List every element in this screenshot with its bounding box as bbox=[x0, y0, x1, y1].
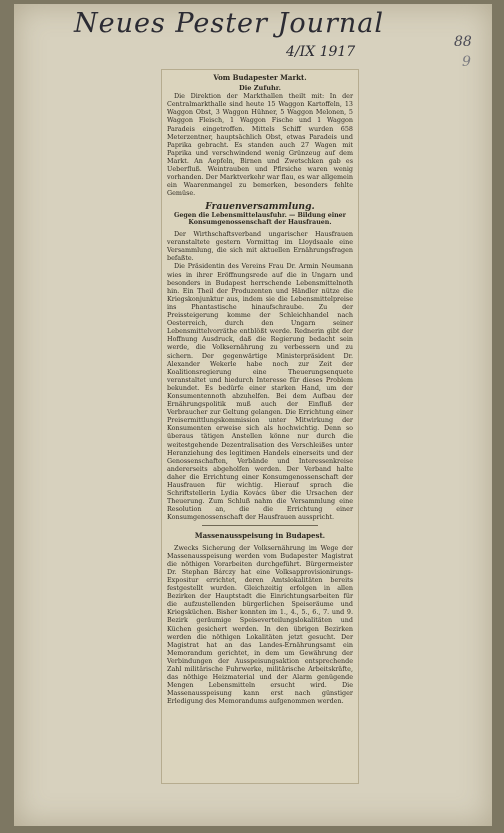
archive-number-1: 88 bbox=[454, 34, 472, 50]
article-subtitle-women: Gegen die Lebensmittelausfuhr. — Bildung einer Konsumgenossenschaft der Hausfrauen. bbox=[173, 211, 347, 227]
article-paragraph: Die Präsidentin des Vereins Frau Dr. Armin Neumann wies in ihrer Eröffnungsrede auf die in Ungarn und besonders in Budapest herrschende Lebensmittelnoth hin. Ein Theil der Produzenten und Händler nütze die Kriegskonjunktur aus, indem sie die Lebensmittelpreise ins Phantastische hinaufschraube. Zu der Preissteigerung komme der Schleichhandel nach Oesterreich, durch den Ungarn seiner Lebensmittelvorräthe entblößt werde. Rednerin gibt der Hoffnung Ausdruck, daß die Regierung bedacht sein werde, die Volksernährung zu verbessern und zu sichern. Der gegenwärtige Ministerpräsident Dr. Alexander Wekerle habe noch zur Zeit der Koalitionsregierung eine Theuerungsenquete veranstaltet und hiedurch Interesse für dieses Problem bekundet. Es bedürfe einer starken Hand, um der Konsumentennoth abzuhelfen. Bei dem Aufbau der Ernährungspolitik muß auch der Einfluß der Verbraucher zur Geltung gelangen. Die Errichtung einer Preisermittlungskommission unter Mitwirkung der Konsumenten erweise sich als hochwichtig. Denn so überaus tätigen Anstellen könne nur durch die weitestgehende Dezentralisation des Verschleißes unter Heranziehung des legitimen Handels einerseits und der Genossenschaften, Verbände und Interessenkreise andererseits abgeholfen werden. Der Verband halte daher die Errichtung einer Konsumgenossenschaft der Hausfrauen für wichtig. Hierauf sprach die Schriftstellerin Lydia Kovács über die Ursachen der Theuerung. Zum Schluß nahm die Versammlung eine Resolution an, die die Errichtung einer Konsumgenossenschaft der Hausfrauen ausspricht. bbox=[167, 262, 353, 522]
article-body-mass-feeding: Zwecks Sicherung der Volksernährung im Wege der Massenausspeisung werden vom Budapester Magistrat die nöthigen Vorarbeiten durchgeführt. Bürgermeister Dr. Stephan Bárczy hat eine Volksapprovisionirungs-Expositur errichtet, deren Amtslokalitäten bereits festgestellt wurden. Gleichzeitig erfolgen in allen Bezirken der Hauptstadt die Einrichtungsarbeiten für die aufzustellenden bürgerlichen Speiseräume und Kriegsküchen. Bisher konnten im 1., 4., 5., 6., 7. und 9. Bezirk geräumige Speiseverteilungslokalitäten und Küchen gesichert werden. In den übrigen Bezirken werden die nöthigen Lokalitäten jetzt gesucht. Der Magistrat hat an das Landes-Ernährungsamt ein Memorandum gerichtet, in dem um Gewährung der Verbindungen der Ausspeisungsaktion entsprechende Zahl militärische Fuhrwerke, militärische Arbeitskräfte, das nöthige Heizmaterial und der Alarm genügende Mengen Lebensmitteln ersucht wird. Die Massenausspeisung kann erst nach günstiger Erledigung des Memorandums aufgenommen werden. bbox=[167, 543, 353, 706]
archive-number-2: 9 bbox=[462, 54, 471, 70]
newspaper-clipping bbox=[162, 70, 358, 783]
article-title-women: Frauenversammlung. bbox=[205, 201, 315, 213]
article-subtitle-supply: Die Zufuhr. bbox=[239, 84, 281, 93]
divider bbox=[202, 525, 318, 526]
article-title-mass-feeding: Massenausspeisung in Budapest. bbox=[194, 531, 326, 541]
article-paragraph: Der Wirthschaftsverband ungarischer Hausfrauen veranstaltete gestern Vormittag im Lloydsaale eine Versammlung, die sich mit aktuellen Ernährungsfragen befaßte. bbox=[167, 230, 353, 263]
handwritten-date: 4/IX 1917 bbox=[286, 44, 356, 60]
article-body-market: Die Direktion der Markthallen theilt mit: In der Centralmarkthalle sind heute 15 Waggon Kartoffeln, 13 Waggon Obst, 3 Waggon Hühner, 5 Waggon Melonen, 5 Waggon Fleisch, 1 Waggon Fische und 1 Waggon Paradeis eingetroffen. Mittels Schiff wurden 658 Meterzentner, hauptsächlich Obst, etwas Paradeis und Paprika gebracht. Es standen auch 27 Wagen mit Paprika und verschwindend wenig Grünzeug auf dem Markt. An Aepfeln, Birnen und Zwetschken gab es Ueberfluß. Weintrauben und Pfirsiche waren wenig vorhanden. Der Marktverkehr war flau, es war allgemein ein Waarenmangel zu bemerken, besonders fehlte Gemüse. bbox=[167, 92, 353, 198]
article-title-market: Vom Budapester Markt. bbox=[213, 73, 307, 82]
handwritten-source: Neues Pester Journal bbox=[74, 8, 385, 39]
